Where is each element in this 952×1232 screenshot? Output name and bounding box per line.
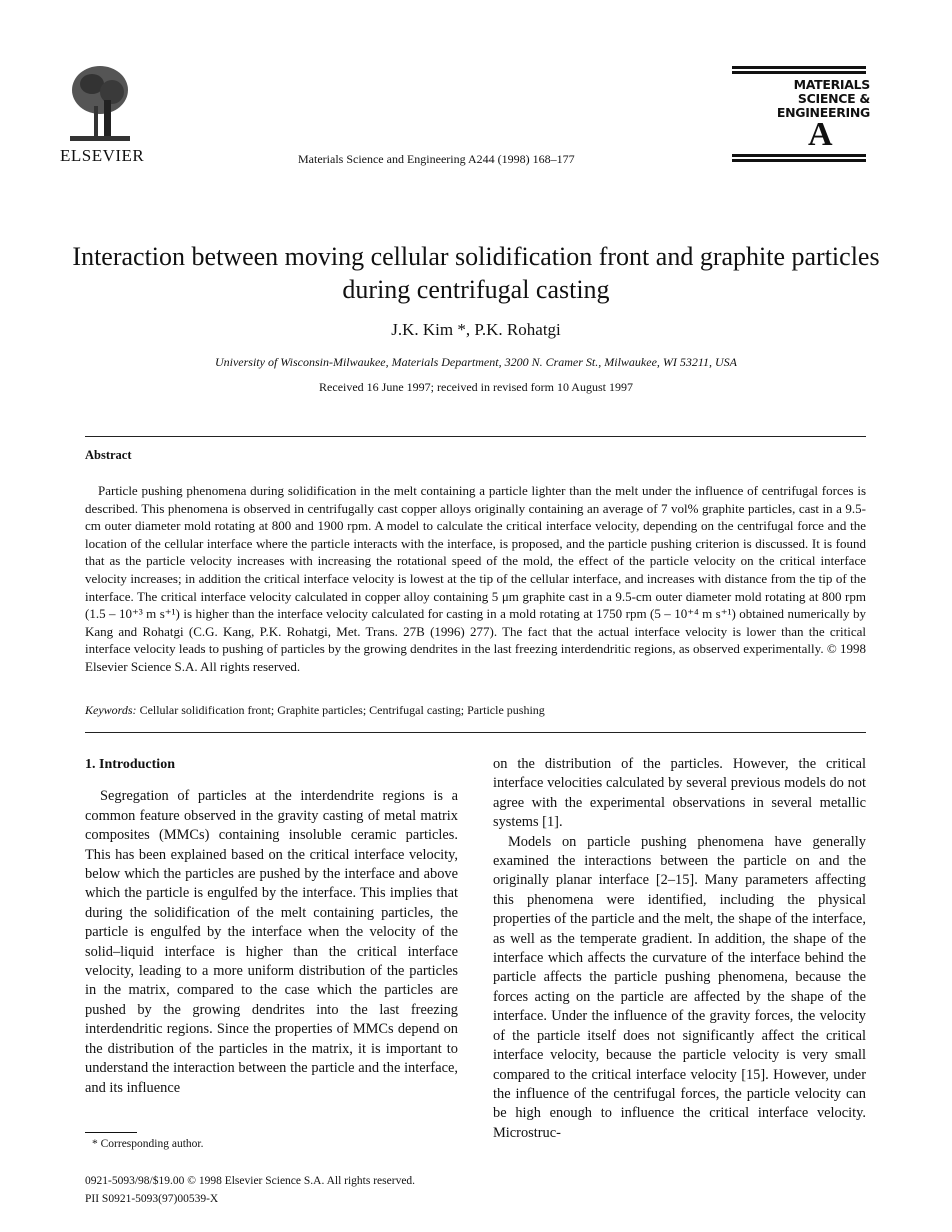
journal-logo-line: SCIENCE & [797, 91, 870, 106]
paragraph: on the distribution of the particles. However, the critical interface velocities calculated by several previous models do not agree with the experimental observations in several metallic systems [1]. [493, 756, 866, 831]
pii-line: PII S0921-5093(97)00539-X [85, 1193, 219, 1205]
journal-logo-letter: A [808, 116, 833, 153]
journal-logo [730, 66, 870, 162]
left-column [85, 755, 458, 1098]
footnote-divider [85, 1132, 137, 1133]
abstract-heading: Abstract [85, 448, 132, 462]
footnote: * Corresponding author. [92, 1138, 204, 1150]
divider [85, 732, 866, 733]
section-heading: 1. Introduction [85, 757, 175, 772]
divider [85, 436, 866, 437]
keywords-list: Cellular solidification front; Graphite particles; Centrifugal casting; Particle pushing [139, 703, 545, 717]
journal-reference: Materials Science and Engineering A244 (1998) 168–177 [298, 152, 575, 166]
authors: J.K. Kim *, P.K. Rohatgi [391, 320, 561, 339]
elsevier-tree-icon [70, 62, 130, 142]
received-dates: Received 16 June 1997; received in revised form 10 August 1997 [319, 380, 633, 394]
paragraph: Segregation of particles at the interdendrite regions is a common feature observed in the gravity casting of metal matrix composites (MMCs) containing insoluble ceramic particles. This has been explained based on the critical interface velocity, below which the particles are pushed by the interface and above which the particle is engulfed by the interface. This implies that during the solidification of the melt containing particles, the particle is engulfed by the interface when the velocity of the solid–liquid interface is higher than the critical interface velocity, leading to a more uniform distribution of the particles in the matrix, compared to the case which the particles are pushed by the growing dendrites into the last freezing interdendritic regions. Since the properties of MMCs depend on the distribution of the particles in the matrix, it is important to understand the interaction between the particle and the interface, and its influence [85, 788, 458, 1096]
article-title: Interaction between moving cellular solidification front and graphite particles during centrifugal casting [72, 242, 880, 304]
keywords [85, 703, 545, 718]
journal-logo-line: ENGINEERING [776, 105, 870, 120]
right-column [493, 755, 866, 1143]
affiliation: University of Wisconsin-Milwaukee, Materials Department, 3200 N. Cramer St., Milwaukee, WI 53211, USA [214, 355, 738, 369]
issn-line: 0921-5093/98/$19.00 © 1998 Elsevier Science S.A. All rights reserved. [85, 1175, 416, 1187]
elsevier-logo [60, 62, 178, 165]
abstract-text: Particle pushing phenomena during solidification in the melt containing a particle lighter than the melt under the influence of centrifugal forces is described. This phenomena is observed in centrifugally cast copper alloys originally containing an average of 7 vol% graphite particles, cast in a 9.5-cm outer diameter mold rotating at 800 and 1900 rpm. A model to calculate the critical interface velocity, depending on the centrifugal force and the location of the cellular interface where the particle interacts with the interface, is proposed, and the particle pushing criterion is discussed. It is found that as the particle velocity increases with increasing the rotational speed of the mold, the effect of the particle velocity on the critical interface velocity increases; in addition the critical interface velocity is lowest at the tip of the cellular interface, and increases with distance from the tip of the interface. The critical interface velocity calculated in copper alloy containing 5 μm graphite cast in a 9.5-cm outer diameter mold rotating at 800 rpm (1.5 – 10⁺³ m s⁺¹) is higher than the interface velocity calculated for casting in a mold rotating at 1750 rpm (5 – 10⁺⁴ m s⁺¹) obtained numerically by Kang and Rohatgi (C.G. Kang, P.K. Rohatgi, Met. Trans. 27B (1996) 277). The fact that the actual interface velocity is lower than the critical interface velocity leads to pushing of particles by the growing dendrites in the last freezing interdendritic regions, as observed experimentally. © 1998 Elsevier Science S.A. All rights reserved. [85, 483, 866, 674]
journal-logo-line: MATERIALS [793, 77, 870, 92]
publisher-name: ELSEVIER [60, 146, 145, 165]
paragraph: Models on particle pushing phenomena have generally examined the interactions between the particle on and the originally planar interface [2–15]. Many parameters affecting this phenomena were identified, including the physical properties of the particle and the melt, the shape of the interface, as well as the temperate gradient. In addition, the shape of the interface which affects the curvature of the interface behind the particle affects the particle pushing phenomena, because the forces acting on the particle are affected by the shape of the interface. Under the influence of the gravity forces, the velocity of the particle itself does not significantly affect the critical interface velocity, because the particle velocity is very small compared to the critical interface velocity [15]. However, under the influence of the centrifugal forces, the particle velocity can be high enough to influence the critical interface velocity. Microstruc- [493, 833, 866, 1141]
keywords-label: Keywords: [85, 703, 137, 717]
